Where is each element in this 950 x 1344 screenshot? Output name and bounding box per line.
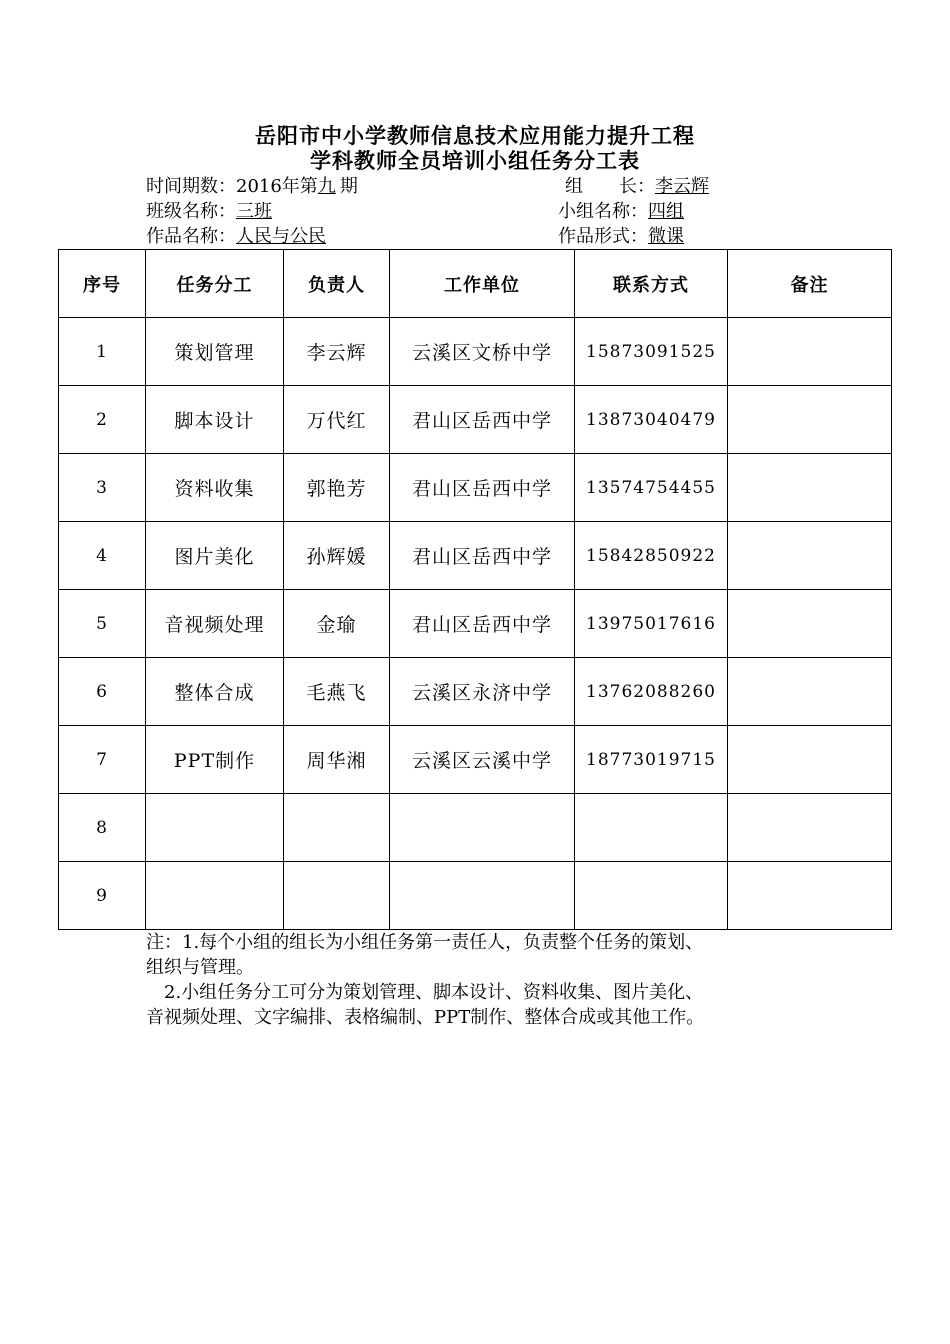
leader-value: 李云辉: [655, 176, 709, 197]
cell-contact: [575, 794, 728, 862]
period-value: 九: [317, 176, 336, 197]
cell-remarks: [728, 726, 892, 794]
cell-owner: 孙辉媛: [284, 522, 390, 590]
cell-contact: [575, 862, 728, 930]
class-label: 班级名称：: [146, 201, 236, 222]
cell-remarks: [728, 658, 892, 726]
header-contact: 联系方式: [575, 250, 728, 318]
table-row: [59, 318, 892, 386]
table-header-row: [59, 250, 892, 318]
cell-task: 图片美化: [146, 522, 284, 590]
cell-remarks: [728, 318, 892, 386]
task-table: [58, 249, 892, 930]
cell-owner: 万代红: [284, 386, 390, 454]
cell-contact: 15842850922: [575, 522, 728, 590]
header-index: 序号: [59, 250, 146, 318]
header-task: 任务分工: [146, 250, 284, 318]
cell-contact: 13574754455: [575, 454, 728, 522]
note-line-3: 2.小组任务分工可分为策划管理、脚本设计、资料收集、图片美化、: [146, 982, 704, 1003]
cell-remarks: [728, 794, 892, 862]
cell-owner: [284, 794, 390, 862]
cell-contact: 13873040479: [575, 386, 728, 454]
cell-unit: 君山区岳西中学: [390, 590, 575, 658]
cell-task: [146, 794, 284, 862]
note-line-2: 组织与管理。: [146, 957, 254, 978]
cell-unit: 君山区岳西中学: [390, 386, 575, 454]
table-row: [59, 794, 892, 862]
cell-owner: 周华湘: [284, 726, 390, 794]
work-field: [146, 224, 330, 249]
cell-index: 7: [59, 726, 146, 794]
cell-task: 策划管理: [146, 318, 284, 386]
leader-label: 组 长：: [565, 176, 655, 197]
period-field: [146, 174, 358, 199]
cell-index: 4: [59, 522, 146, 590]
cell-remarks: [728, 386, 892, 454]
table-row: [59, 862, 892, 930]
cell-index: 5: [59, 590, 146, 658]
group-value: 四组: [648, 201, 684, 222]
work-label: 作品名称：: [146, 226, 236, 247]
table-row: [59, 454, 892, 522]
cell-unit: 云溪区云溪中学: [390, 726, 575, 794]
cell-owner: 金瑜: [284, 590, 390, 658]
table-row: [59, 658, 892, 726]
group-field: [558, 199, 688, 224]
form-label: 作品形式：: [558, 226, 648, 247]
period-suffix: 期: [339, 176, 358, 197]
note-line-4: 音视频处理、文字编排、表格编制、PPT制作、整体合成或其他工作。: [146, 1007, 705, 1028]
cell-unit: [390, 794, 575, 862]
cell-owner: 李云辉: [284, 318, 390, 386]
cell-index: 9: [59, 862, 146, 930]
cell-task: 脚本设计: [146, 386, 284, 454]
cell-owner: 毛燕飞: [284, 658, 390, 726]
cell-remarks: [728, 590, 892, 658]
cell-index: 8: [59, 794, 146, 862]
table-row: [59, 522, 892, 590]
header-owner: 负责人: [284, 250, 390, 318]
group-label: 小组名称：: [558, 201, 648, 222]
cell-index: 1: [59, 318, 146, 386]
cell-index: 3: [59, 454, 146, 522]
table-row: [59, 726, 892, 794]
cell-task: 音视频处理: [146, 590, 284, 658]
cell-remarks: [728, 454, 892, 522]
cell-remarks: [728, 522, 892, 590]
note-line-1: 注：1.每个小组的组长为小组任务第一责任人，负责整个任务的策划、: [146, 932, 704, 953]
form-value: 微课: [648, 226, 684, 247]
cell-contact: 15873091525: [575, 318, 728, 386]
class-field: [146, 199, 276, 224]
cell-owner: [284, 862, 390, 930]
cell-task: 资料收集: [146, 454, 284, 522]
cell-unit: [390, 862, 575, 930]
document-subtitle: 学科教师全员培训小组任务分工表: [310, 149, 640, 173]
cell-contact: 13762088260: [575, 658, 728, 726]
cell-unit: 云溪区永济中学: [390, 658, 575, 726]
cell-unit: 君山区岳西中学: [390, 454, 575, 522]
work-value: 人民与公民: [236, 226, 326, 247]
cell-unit: 云溪区文桥中学: [390, 318, 575, 386]
table-row: [59, 590, 892, 658]
cell-unit: 君山区岳西中学: [390, 522, 575, 590]
cell-contact: 18773019715: [575, 726, 728, 794]
cell-owner: 郭艳芳: [284, 454, 390, 522]
leader-field: [565, 174, 713, 199]
table-row: [59, 386, 892, 454]
form-field: [558, 224, 688, 249]
cell-index: 2: [59, 386, 146, 454]
header-unit: 工作单位: [390, 250, 575, 318]
notes-section: [146, 930, 866, 1030]
cell-index: 6: [59, 658, 146, 726]
cell-task: 整体合成: [146, 658, 284, 726]
cell-remarks: [728, 862, 892, 930]
header-remarks: 备注: [728, 250, 892, 318]
cell-task: PPT制作: [146, 726, 284, 794]
cell-task: [146, 862, 284, 930]
document-title: 岳阳市中小学教师信息技术应用能力提升工程: [255, 124, 695, 148]
cell-contact: 13975017616: [575, 590, 728, 658]
class-value: 三班: [236, 201, 272, 222]
period-label: 时间期数：2016年第: [146, 176, 318, 197]
